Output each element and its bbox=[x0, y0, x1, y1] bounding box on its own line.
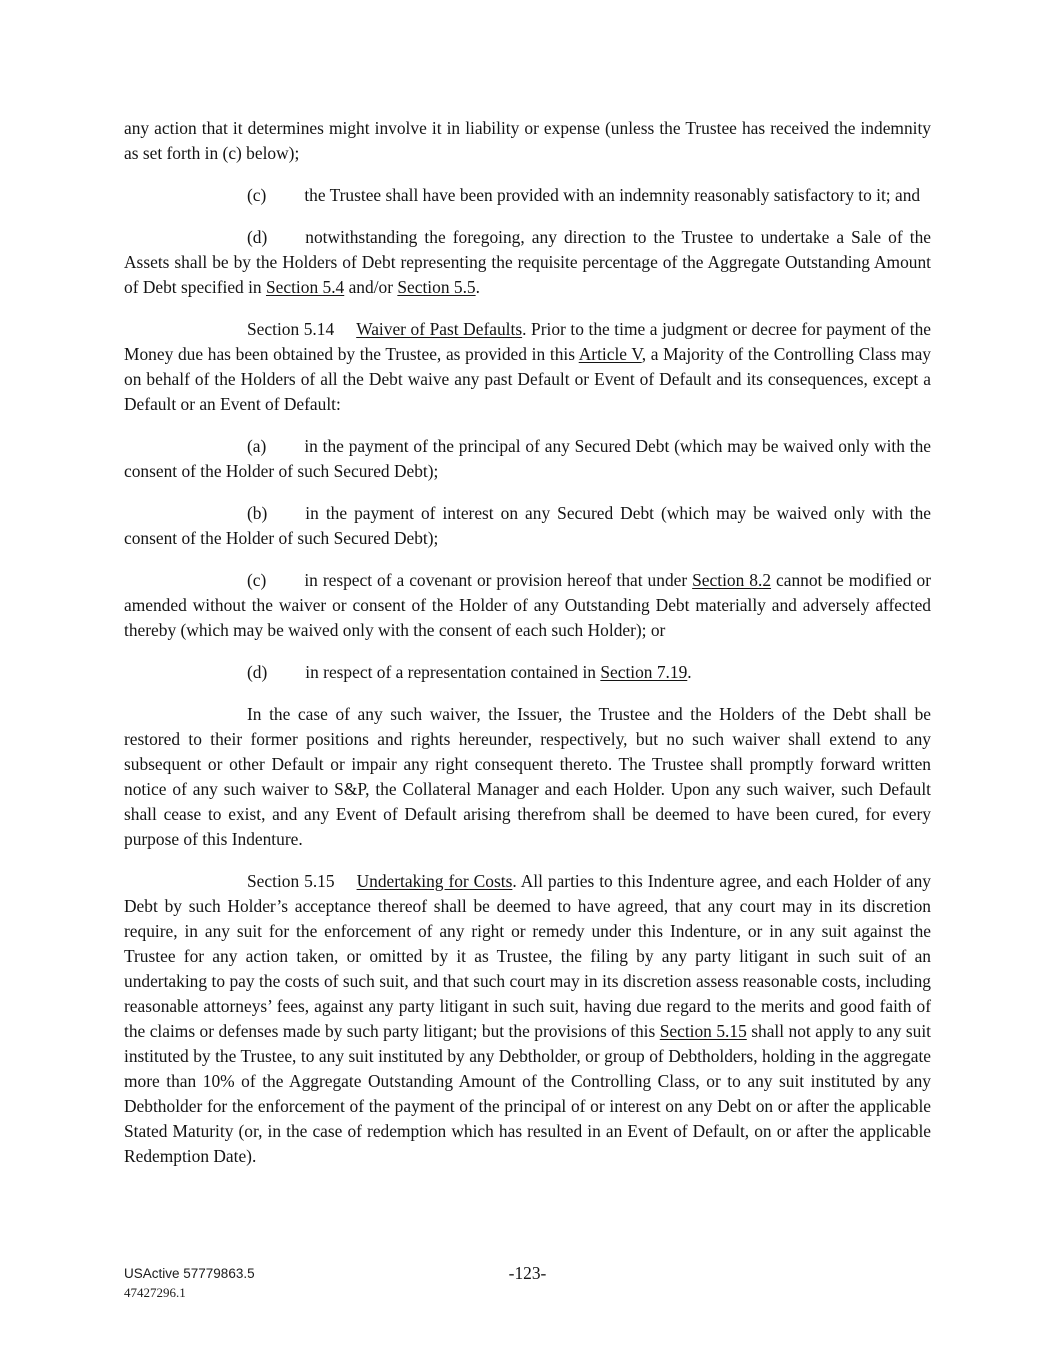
text-run: in the payment of interest on any Secured Debt (which may be waived only with the consent of the Holder of such Secured Debt); bbox=[124, 503, 931, 548]
clause-b bbox=[124, 501, 931, 551]
text-run: Section 5.14 bbox=[247, 319, 335, 339]
cross-reference: Section 5.15 bbox=[659, 1021, 747, 1041]
text-run: in respect of a representation contained in bbox=[305, 662, 601, 682]
text-run: the Trustee shall have been provided with an indemnity reasonably satisfactory to it; and bbox=[304, 185, 921, 205]
text-run: . Prior to the time a judgment or decree for payment of the Money due has been obtained by the Trustee, as provided in this bbox=[124, 319, 931, 364]
text-run: , a Majority of the Controlling Class may on behalf of the Holders of all the Debt waive any past Default or Event of Default and its consequences, except a Default or an Event of Default: bbox=[124, 344, 931, 414]
cross-reference: Section 7.19 bbox=[600, 662, 688, 682]
text-run: and/or bbox=[344, 277, 398, 297]
cross-reference: Section 5.4 bbox=[265, 277, 345, 297]
text-run: in respect of a covenant or provision hereof that under bbox=[304, 570, 693, 590]
cross-reference: Waiver of Past Defaults bbox=[356, 319, 523, 339]
continuation-paragraph bbox=[124, 116, 931, 166]
text-run: . All parties to this Indenture agree, and each Holder of any Debt by such Holder’s acceptance thereof shall be deemed to have agreed, that any court may in its discretion require, in any suit for the enforcement of any right or remedy under this Indenture, or in any suit against the Trustee for any action taken, or omitted by it as Trustee, the filing by any party litigant in such suit of an undertaking to pay the costs of such suit, and that such court may in its discretion assess reasonable costs, including reasonable attorneys’ fees, against any party litigant in such suit, having due regard to the merits and good faith of the claims or defenses made by such party litigant; but the provisions of this bbox=[124, 871, 931, 1041]
text-run: shall not apply to any suit instituted by the Trustee, to any suit instituted by any Debtholder, or group of Debtholders, holding in the aggregate more than 10% of the Aggregate Outstanding Amount of the Controlling Class, or to any suit instituted by any Debtholder for the enforcement of the payment of the principal of or interest on any Debt on or after the applicable Stated Maturity (or, in the case of redemption which has resulted in an Event of Default, on or after the applicable Redemption Date). bbox=[124, 1021, 931, 1166]
page-number: -123- bbox=[508, 1263, 547, 1283]
text-run: (b) bbox=[247, 503, 268, 523]
cross-reference: Article V bbox=[578, 344, 642, 364]
text-run: (c) bbox=[247, 570, 267, 590]
section-5-15-paragraph bbox=[124, 869, 931, 1169]
doc-reference-secondary: 47427296.1 bbox=[124, 1285, 186, 1300]
text-run: (d) bbox=[247, 227, 268, 247]
clause-d-2 bbox=[124, 660, 931, 685]
text-run: (a) bbox=[247, 436, 267, 456]
text-run: notwithstanding the foregoing, any direction to the Trustee to undertake a Sale of the Assets shall be by the Holders of Debt representing the requisite percentage of the Aggregate Outstanding Amount of Debt specified in bbox=[124, 227, 931, 297]
cross-reference: Section 5.5 bbox=[397, 277, 476, 297]
text-run: (d) bbox=[247, 662, 268, 682]
text-run: in the payment of the principal of any Secured Debt (which may be waived only with the consent of the Holder of such Secured Debt); bbox=[124, 436, 931, 481]
text-run: cannot be modified or amended without the waiver or consent of the Holder of any Outstanding Debt materially and adversely affected thereby (which may be waived only with the consent of each such Holder); or bbox=[124, 570, 931, 640]
clause-a bbox=[124, 434, 931, 484]
text-run: . bbox=[687, 662, 692, 682]
text-run: . bbox=[475, 277, 480, 297]
waiver-effect-paragraph bbox=[124, 702, 931, 852]
cross-reference: Section 8.2 bbox=[692, 570, 772, 590]
doc-reference-primary: USActive 57779863.5 bbox=[124, 1266, 255, 1281]
text-run: Section 5.15 bbox=[247, 871, 335, 891]
clause-d bbox=[124, 225, 931, 300]
cross-reference: Undertaking for Costs bbox=[356, 871, 513, 891]
section-5-14-paragraph bbox=[124, 317, 931, 417]
document-body bbox=[124, 116, 931, 1186]
text-run: (c) bbox=[247, 185, 267, 205]
text-run: any action that it determines might involve it in liability or expense (unless the Trustee has received the indemnity as set forth in (c) below); bbox=[124, 118, 931, 163]
text-run: In the case of any such waiver, the Issuer, the Trustee and the Holders of the Debt shall be restored to their former positions and rights hereunder, respectively, but no such waiver shall extend to any subsequent or other Default or impair any right consequent thereto. The Trustee shall promptly forward written notice of any such waiver to S&P, the Collateral Manager and each Holder. Upon any such waiver, such Default shall cease to exist, and any Event of Default arising therefrom shall be deemed to have been cured, for every purpose of this Indenture. bbox=[124, 704, 931, 849]
clause-c-2 bbox=[124, 568, 931, 643]
clause-c bbox=[124, 183, 931, 208]
